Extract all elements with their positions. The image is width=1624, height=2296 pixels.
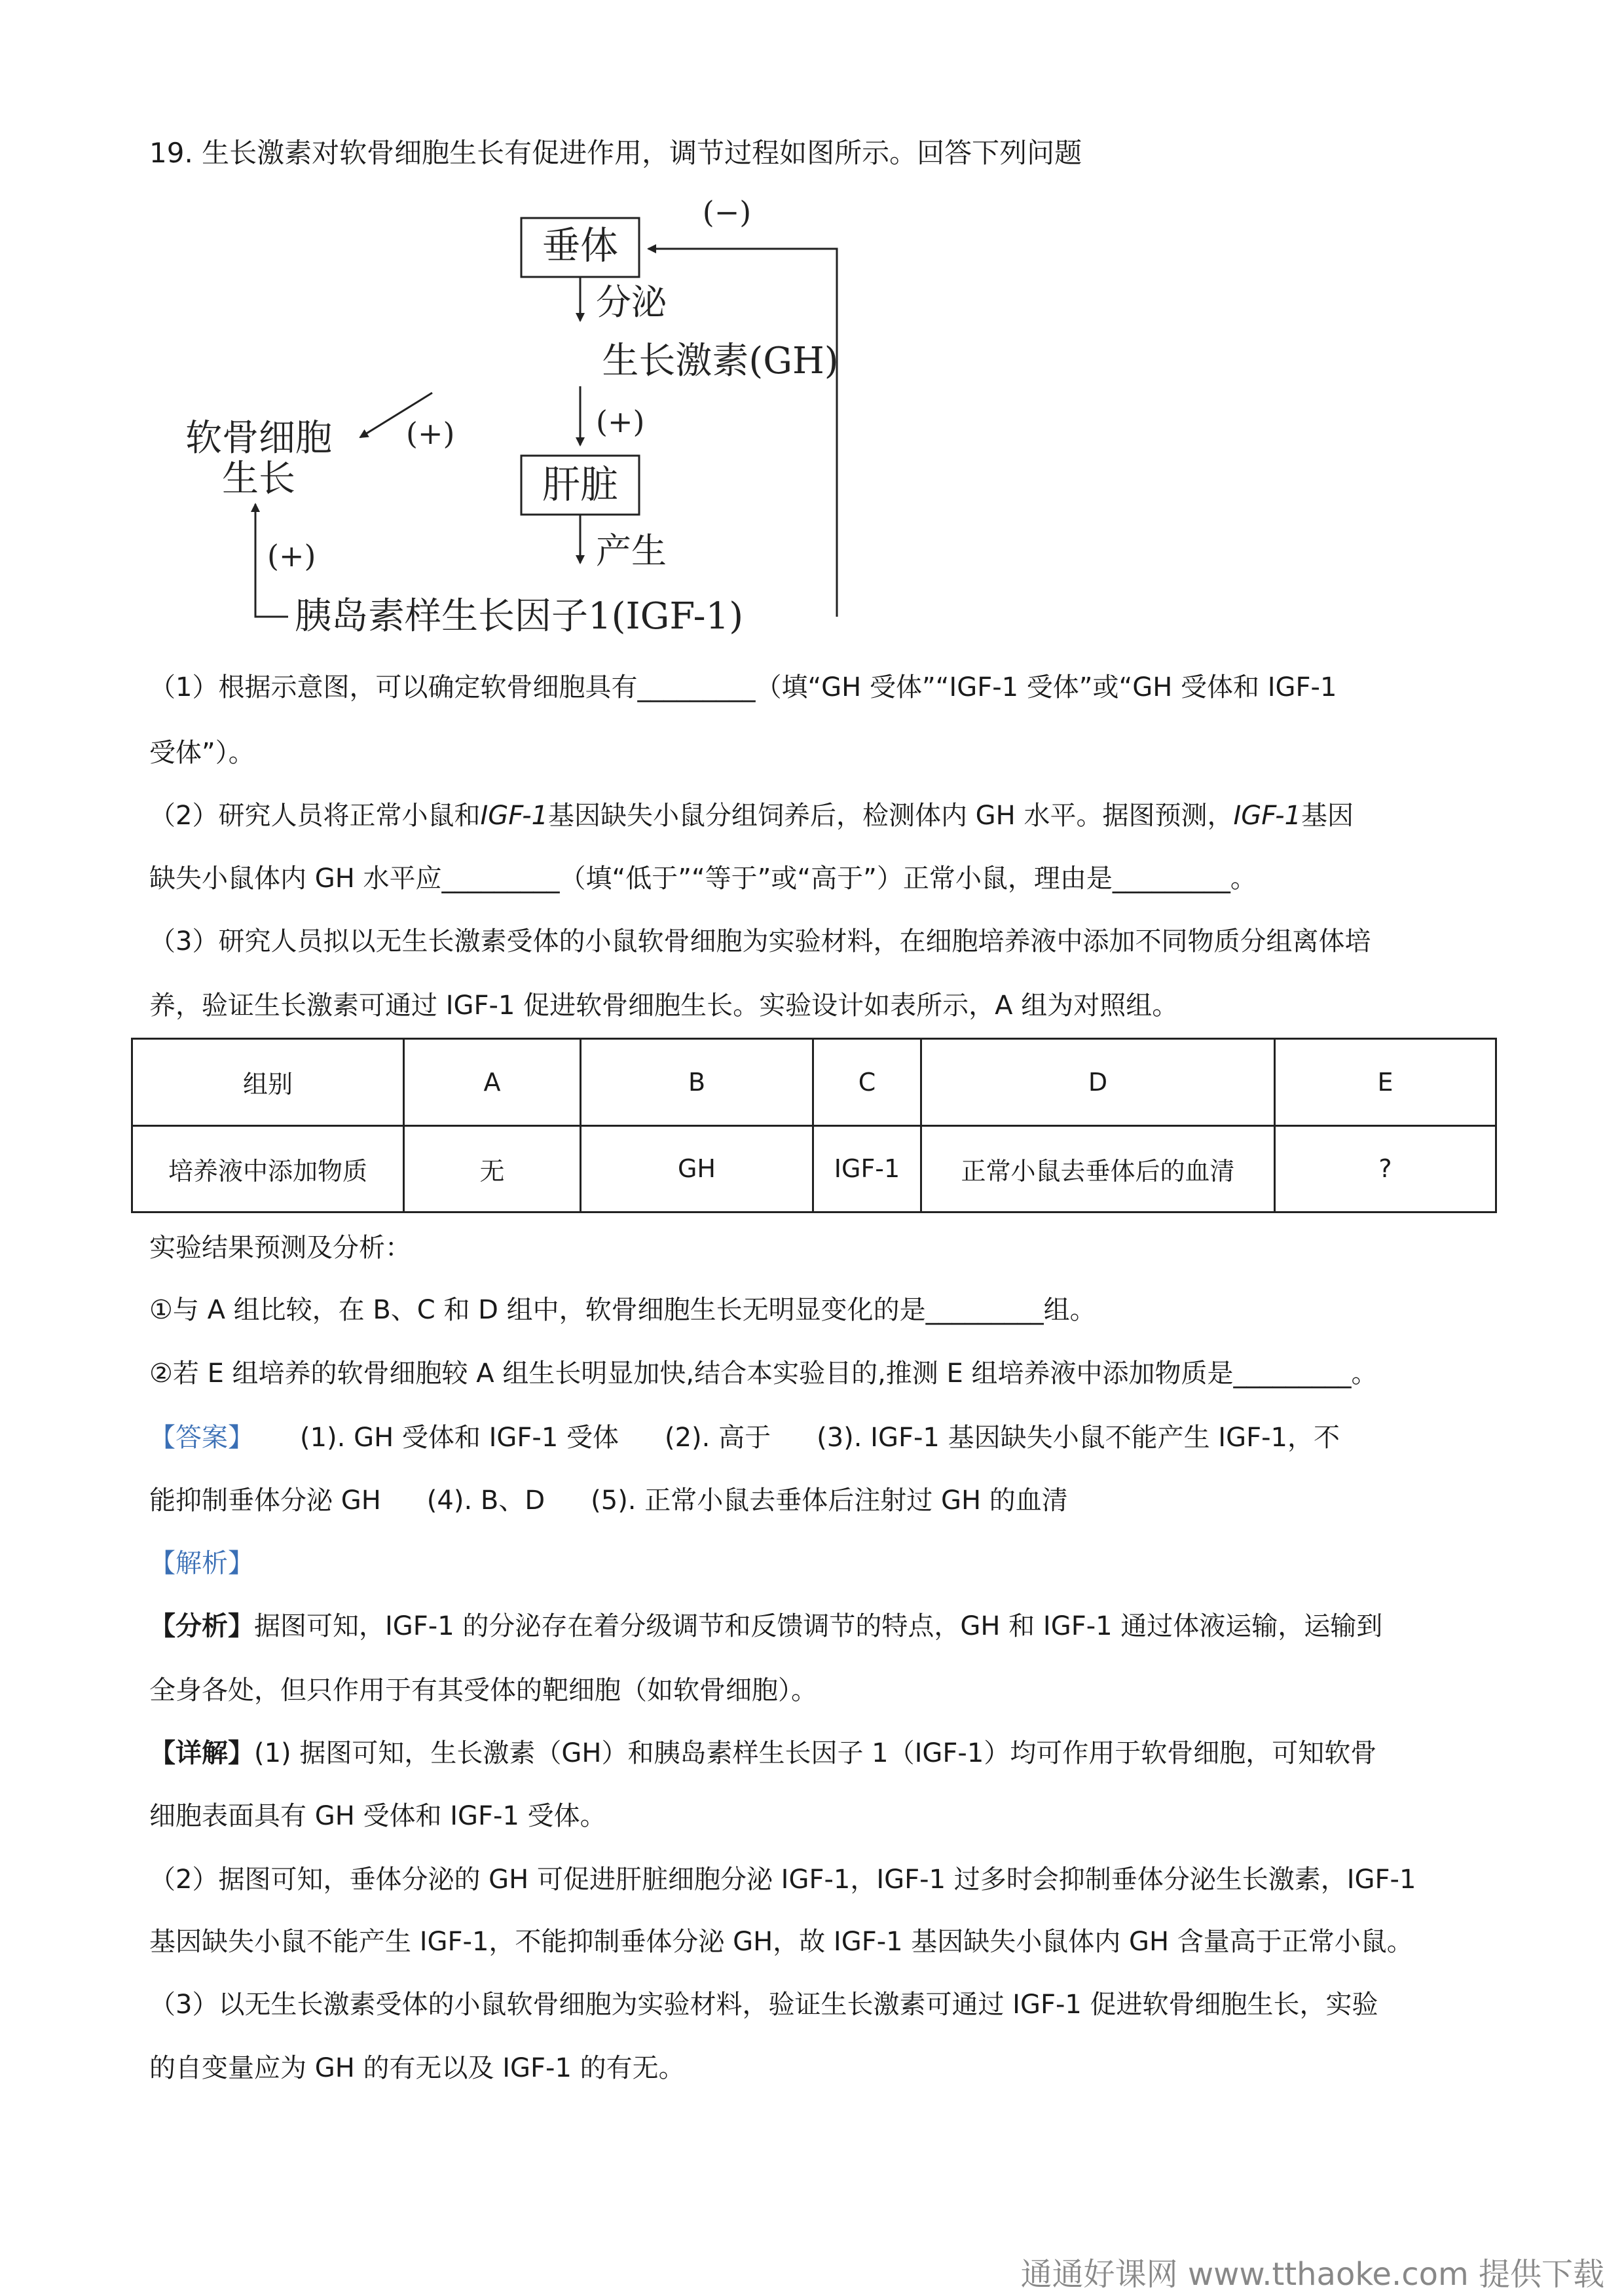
answer-3: (3). IGF-1 基因缺失小鼠不能产生 IGF-1，不 bbox=[817, 1423, 1340, 1453]
table-row bbox=[132, 1125, 1496, 1212]
answer-3-cont: 能抑制垂体分泌 GH bbox=[149, 1485, 381, 1516]
table-cell: D bbox=[921, 1039, 1275, 1126]
table-cell: B bbox=[581, 1039, 813, 1126]
cartilage-label-line1: 软骨细胞 bbox=[185, 417, 332, 460]
pituitary-label: 垂体 bbox=[542, 223, 619, 268]
gh-label: 生长激素(GH) bbox=[602, 340, 839, 382]
answer-1: (1). GH 受体和 IGF-1 受体 bbox=[300, 1423, 619, 1453]
gh-cartilage-plus: (+) bbox=[406, 416, 455, 451]
secrete-label: 分泌 bbox=[596, 282, 667, 323]
footer-watermark: 通通好课网 www.tthaoke.com 提供下载 bbox=[1020, 2256, 1604, 2293]
q2-gene-b: IGF-1 bbox=[1233, 801, 1301, 831]
q2-text-c: 基因缺失小鼠分组饲养后，检测体内 GH 水平。据图预测， bbox=[547, 801, 1234, 831]
q3-line2: 养，验证生长激素可通过 IGF-1 促进软骨细胞生长。实验设计如表所示，A 组为对照组。 bbox=[149, 991, 1179, 1021]
produce-label: 产生 bbox=[596, 530, 667, 572]
xiangjie-label: 【详解】 bbox=[149, 1738, 254, 1768]
experiment-table bbox=[131, 1038, 1497, 1213]
table-cell: GH bbox=[581, 1125, 813, 1212]
q2-text-a: （2）研究人员将正常小鼠和 bbox=[149, 801, 481, 831]
q2-gene-a: IGF-1 bbox=[480, 801, 548, 831]
feedback-minus-label: (−) bbox=[702, 196, 752, 230]
analysis-tag: 【解析】 bbox=[149, 1548, 254, 1578]
gh-liver-plus: (+) bbox=[596, 404, 645, 439]
q1-line2: 受体”）。 bbox=[149, 738, 255, 768]
analysis-xj1-2: 细胞表面具有 GH 受体和 IGF-1 受体。 bbox=[149, 1801, 606, 1831]
table-cell: 正常小鼠去垂体后的血清 bbox=[921, 1125, 1275, 1212]
q3-line1: （3）研究人员拟以无生长激素受体的小鼠软骨细胞为实验材料，在细胞培养液中添加不同物质分组离体培 bbox=[149, 926, 1371, 957]
answer-line2 bbox=[149, 1484, 1068, 1518]
fenxi-label: 【分析】 bbox=[149, 1611, 254, 1641]
q2-text-e: 基因 bbox=[1301, 801, 1354, 831]
fenxi-text-1: 据图可知，IGF-1 的分泌存在着分级调节和反馈调节的特点，GH 和 IGF-1 通过体液运输，运输到 bbox=[254, 1611, 1383, 1641]
table-cell: 组别 bbox=[132, 1039, 404, 1126]
analysis-xj1-1 bbox=[149, 1736, 1376, 1770]
table-cell: A bbox=[404, 1039, 581, 1126]
analysis-xj3-1: （3）以无生长激素受体的小鼠软骨细胞为实验材料，验证生长激素可通过 IGF-1 促进软骨细胞生长，实验 bbox=[149, 1990, 1378, 2020]
results-r1: ①与 A 组比较，在 B、C 和 D 组中，软骨细胞生长无明显变化的是_________组。 bbox=[149, 1295, 1096, 1325]
results-r2: ②若 E 组培养的软骨细胞较 A 组生长明显加快,结合本实验目的,推测 E 组培养液中添加物质是_________。 bbox=[149, 1358, 1378, 1389]
analysis-xj2-1: （2）据图可知，垂体分泌的 GH 可促进肝脏细胞分泌 IGF-1，IGF-1 过多时会抑制垂体分泌生长激素，IGF-1 bbox=[149, 1865, 1416, 1895]
table-cell: E bbox=[1275, 1039, 1496, 1126]
question-title: 19. 生长激素对软骨细胞生长有促进作用，调节过程如图所示。回答下列问题 bbox=[149, 137, 1082, 169]
q2-line1 bbox=[149, 799, 1354, 833]
answer-5: (5). 正常小鼠去垂体后注射过 GH 的血清 bbox=[591, 1485, 1068, 1516]
answer-tag: 【答案】 bbox=[149, 1423, 254, 1453]
table-cell: IGF-1 bbox=[813, 1125, 921, 1212]
regulation-diagram bbox=[151, 196, 871, 655]
table-row bbox=[132, 1039, 1496, 1126]
answer-line1 bbox=[149, 1421, 1340, 1455]
feedback-arrow bbox=[648, 249, 837, 617]
answer-2: (2). 高于 bbox=[665, 1423, 771, 1453]
answer-4: (4). B、D bbox=[426, 1485, 545, 1516]
xj1-text-1: (1) 据图可知，生长激素（GH）和胰岛素样生长因子 1（IGF-1）均可作用于软骨细胞，可知软骨 bbox=[254, 1738, 1377, 1768]
table-cell: 培养液中添加物质 bbox=[132, 1125, 404, 1212]
table-cell: 无 bbox=[404, 1125, 581, 1212]
igf-cartilage-plus: (+) bbox=[267, 538, 316, 574]
analysis-fenxi-2: 全身各处，但只作用于有其受体的靶细胞（如软骨细胞）。 bbox=[149, 1675, 817, 1705]
table-cell: C bbox=[813, 1039, 921, 1126]
q2-line2: 缺失小鼠体内 GH 水平应_________（填“低于”“等于”或“高于”）正常小鼠，理由是_________。 bbox=[149, 864, 1257, 894]
cartilage-label-line2: 生长 bbox=[222, 458, 295, 500]
igf1-label: 胰岛素样生长因子1(IGF-1) bbox=[295, 595, 744, 638]
analysis-xj3-2: 的自变量应为 GH 的有无以及 IGF-1 的有无。 bbox=[149, 2053, 685, 2083]
table-cell: ? bbox=[1275, 1125, 1496, 1212]
analysis-xj2-2: 基因缺失小鼠不能产生 IGF-1，不能抑制垂体分泌 GH，故 IGF-1 基因缺失小鼠体内 GH 含量高于正常小鼠。 bbox=[149, 1927, 1413, 1957]
q1-line1: （1）根据示意图，可以确定软骨细胞具有_________（填“GH 受体”“IGF-1 受体”或“GH 受体和 IGF-1 bbox=[149, 672, 1337, 702]
liver-label: 肝脏 bbox=[542, 462, 619, 507]
analysis-fenxi-1 bbox=[149, 1609, 1382, 1643]
results-heading: 实验结果预测及分析： bbox=[149, 1233, 411, 1263]
